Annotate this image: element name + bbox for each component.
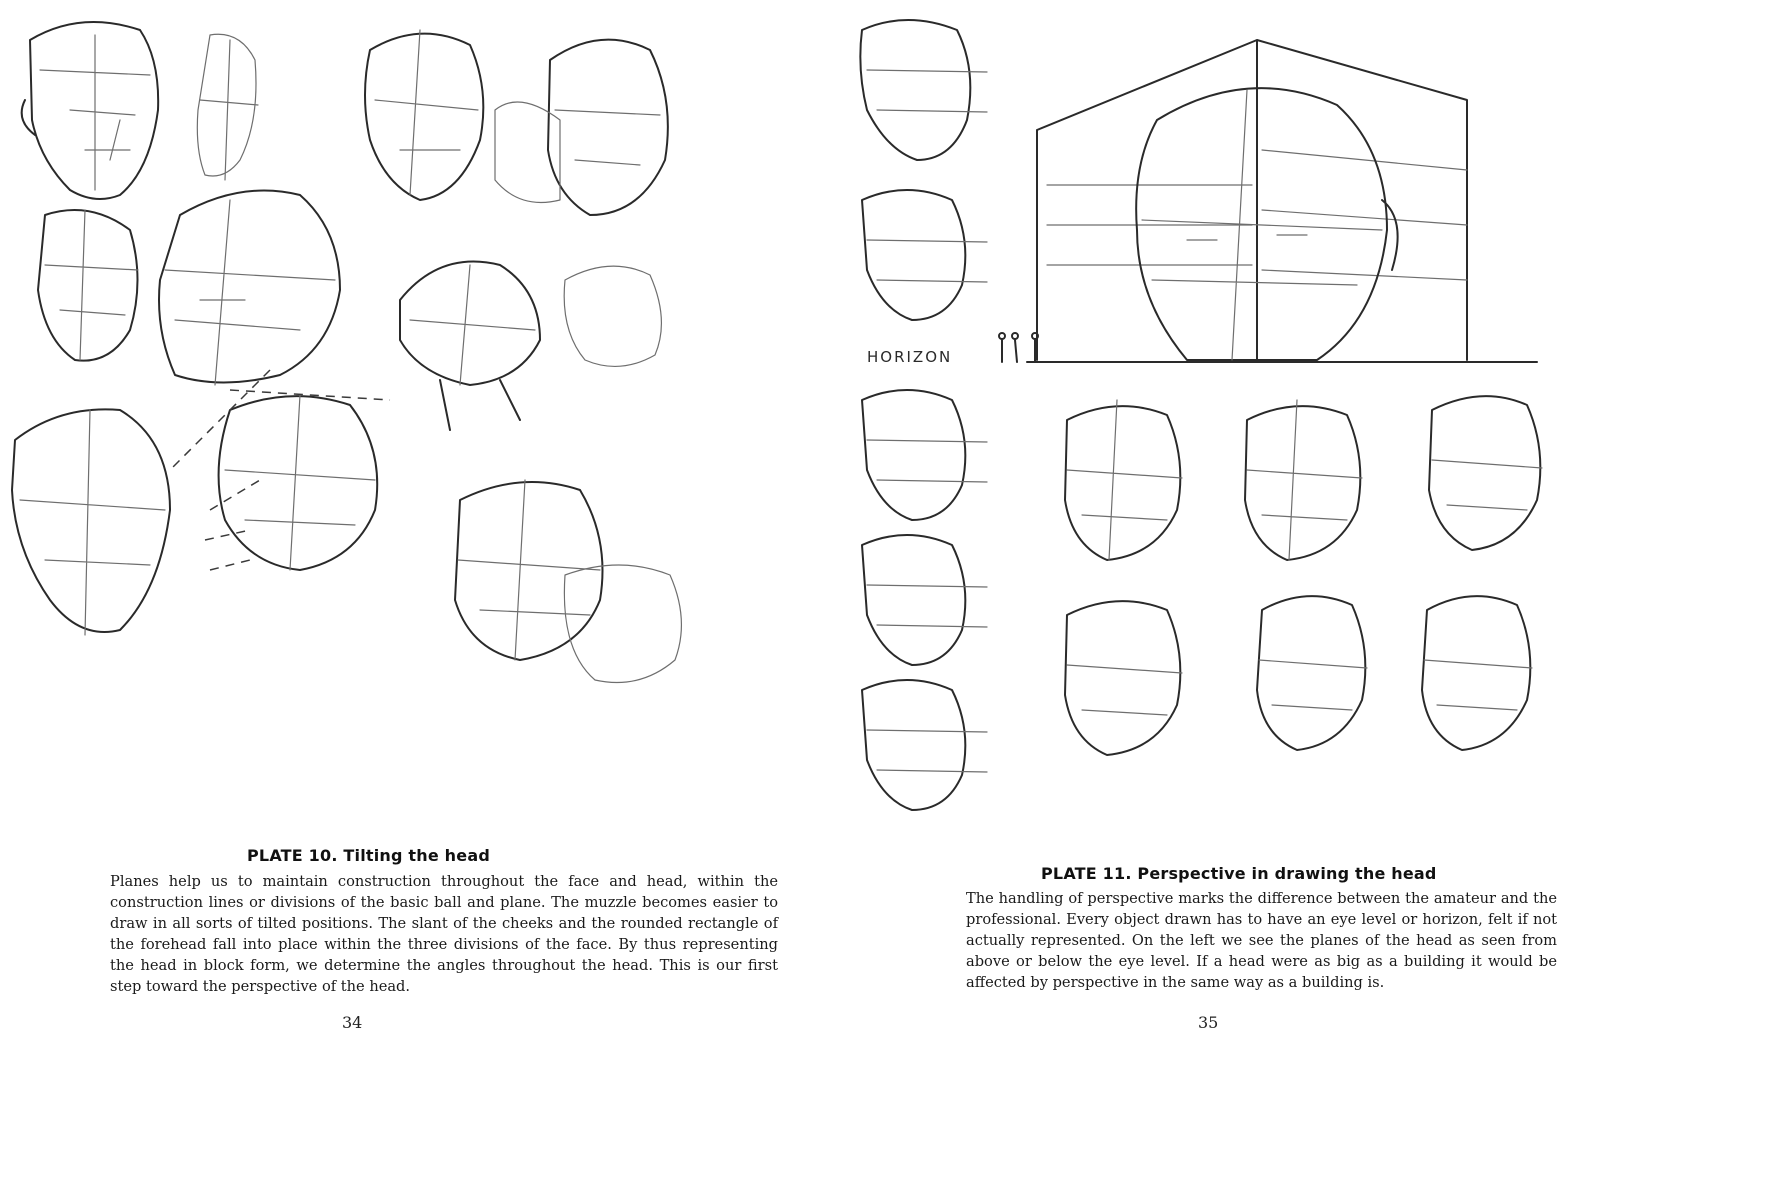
head-sketch bbox=[365, 30, 483, 200]
head-sketch bbox=[38, 210, 138, 361]
caption-text: Planes help us to maintain construction throughout the face and head, within the construction lines or divisions of the basic ball and plane. The muzzle becomes easier to draw in all sorts of tilted positions. The slant of the cheeks and the rounded rectangle of the forehead fall into place within the three divisions of the face. By thus representing the head in block form, we determine the angles throughout the head. This is our first step toward the perspective of the head. bbox=[110, 873, 778, 995]
caption-text: The handling of perspective marks the difference between the amateur and the professional. Every object drawn has to have an eye level or horizon, felt if not actually represented. On the left we see the planes of the head as seen from above or below the eye level. If a head were as big as a building it would be affected by perspective in the same way as a building is. bbox=[966, 890, 1557, 991]
head-sketch bbox=[12, 409, 170, 635]
head-sketch bbox=[1429, 396, 1542, 550]
page-number: 34 bbox=[342, 1013, 363, 1032]
plate-title: PLATE 10. Tilting the head bbox=[247, 846, 490, 865]
right-page bbox=[867, 0, 1775, 1181]
head-sketch bbox=[1257, 596, 1367, 750]
plate-title: PLATE 11. Perspective in drawing the head bbox=[1041, 864, 1437, 883]
head-sketch bbox=[564, 266, 661, 366]
head-sketch bbox=[1136, 88, 1397, 360]
head-sketch bbox=[197, 34, 258, 180]
head-sketch bbox=[495, 40, 668, 215]
head-sketch bbox=[1245, 400, 1362, 560]
building-perspective bbox=[1027, 40, 1537, 362]
head-sketch bbox=[1065, 601, 1182, 755]
left-page bbox=[0, 0, 887, 1181]
plate-10-illustration bbox=[0, 0, 887, 940]
head-sketch bbox=[1422, 596, 1532, 750]
head-sketch bbox=[564, 565, 681, 683]
head-sketch bbox=[219, 395, 378, 570]
plate-caption bbox=[966, 888, 1557, 993]
horizon-label: HORIZON bbox=[867, 348, 953, 366]
plate-caption bbox=[110, 871, 778, 997]
plate-11-illustration bbox=[867, 0, 1775, 940]
head-sketch bbox=[1065, 400, 1182, 560]
head-sketch bbox=[22, 22, 159, 199]
page-number: 35 bbox=[1198, 1013, 1219, 1032]
head-sketch bbox=[159, 191, 340, 386]
people-figures bbox=[999, 333, 1038, 362]
head-sketch bbox=[400, 262, 540, 430]
